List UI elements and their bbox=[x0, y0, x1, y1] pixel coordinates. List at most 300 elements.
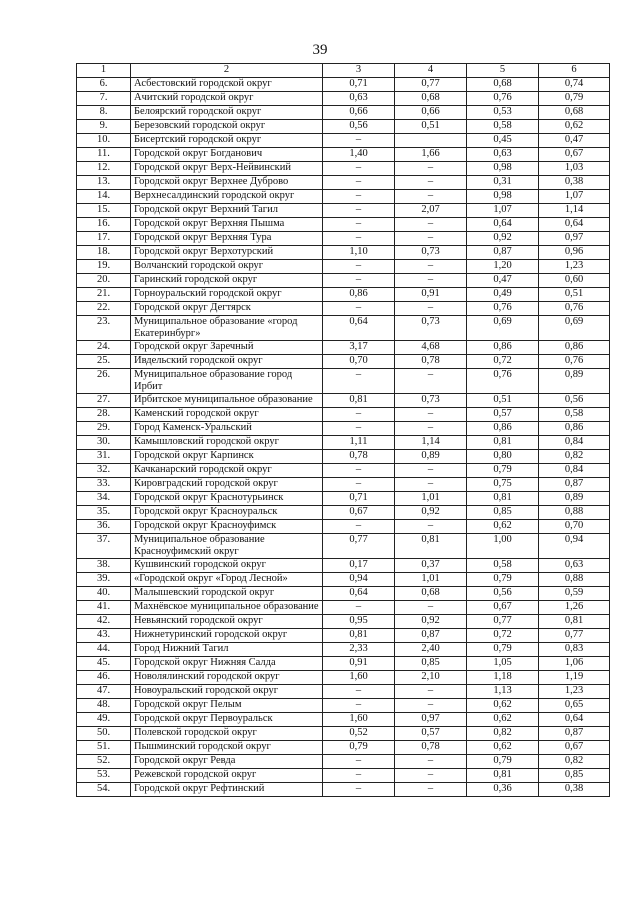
municipality-name: Горноуральский городской округ bbox=[131, 288, 323, 302]
column-header-2: 2 bbox=[131, 64, 323, 78]
table-row bbox=[77, 464, 610, 478]
row-number: 35. bbox=[77, 506, 131, 520]
value-col-4: – bbox=[395, 478, 467, 492]
row-number: 40. bbox=[77, 587, 131, 601]
row-number: 33. bbox=[77, 478, 131, 492]
value-col-6: 0,38 bbox=[539, 176, 610, 190]
value-col-4: 2,10 bbox=[395, 671, 467, 685]
value-col-6: 1,23 bbox=[539, 685, 610, 699]
value-col-3: – bbox=[323, 232, 395, 246]
row-number: 26. bbox=[77, 369, 131, 394]
table-row bbox=[77, 657, 610, 671]
value-col-6: 0,88 bbox=[539, 573, 610, 587]
value-col-3: 0,71 bbox=[323, 492, 395, 506]
row-number: 53. bbox=[77, 769, 131, 783]
value-col-6: 0,82 bbox=[539, 450, 610, 464]
value-col-5: 0,58 bbox=[467, 120, 539, 134]
value-col-6: 0,87 bbox=[539, 727, 610, 741]
value-col-3: – bbox=[323, 134, 395, 148]
municipality-name: Качканарский городской округ bbox=[131, 464, 323, 478]
value-col-6: 0,67 bbox=[539, 741, 610, 755]
row-number: 19. bbox=[77, 260, 131, 274]
table-row bbox=[77, 190, 610, 204]
municipality-name: Городской округ Пелым bbox=[131, 699, 323, 713]
municipality-name: Городской округ Красноуфимск bbox=[131, 520, 323, 534]
value-col-4: 0,51 bbox=[395, 120, 467, 134]
value-col-3: 0,17 bbox=[323, 559, 395, 573]
table-row bbox=[77, 685, 610, 699]
municipality-name: Городской округ Красноуральск bbox=[131, 506, 323, 520]
table-row bbox=[77, 629, 610, 643]
value-col-6: 0,77 bbox=[539, 629, 610, 643]
value-col-5: 0,81 bbox=[467, 492, 539, 506]
column-header-4: 4 bbox=[395, 64, 467, 78]
municipality-name: Новолялинский городской округ bbox=[131, 671, 323, 685]
value-col-5: 0,62 bbox=[467, 741, 539, 755]
value-col-5: 0,62 bbox=[467, 713, 539, 727]
value-col-3: 1,60 bbox=[323, 713, 395, 727]
value-col-4: – bbox=[395, 274, 467, 288]
table-row bbox=[77, 587, 610, 601]
value-col-5: 0,79 bbox=[467, 643, 539, 657]
value-col-3: – bbox=[323, 260, 395, 274]
value-col-4: 0,37 bbox=[395, 559, 467, 573]
value-col-5: 0,81 bbox=[467, 436, 539, 450]
value-col-6: 0,94 bbox=[539, 534, 610, 559]
row-number: 7. bbox=[77, 92, 131, 106]
row-number: 21. bbox=[77, 288, 131, 302]
row-number: 23. bbox=[77, 316, 131, 341]
municipality-name: Городской округ Заречный bbox=[131, 341, 323, 355]
municipality-name: Городской округ Дегтярск bbox=[131, 302, 323, 316]
value-col-3: – bbox=[323, 520, 395, 534]
row-number: 37. bbox=[77, 534, 131, 559]
row-number: 11. bbox=[77, 148, 131, 162]
table-row bbox=[77, 369, 610, 394]
value-col-3: – bbox=[323, 218, 395, 232]
value-col-6: 0,84 bbox=[539, 464, 610, 478]
municipality-name: Городской округ Краснотурьинск bbox=[131, 492, 323, 506]
value-col-3: 1,11 bbox=[323, 436, 395, 450]
table-row bbox=[77, 520, 610, 534]
value-col-3: 0,71 bbox=[323, 78, 395, 92]
table-row bbox=[77, 204, 610, 218]
municipality-name: Муниципальное образование Красноуфимский округ bbox=[131, 534, 323, 559]
table-row bbox=[77, 601, 610, 615]
value-col-3: 1,40 bbox=[323, 148, 395, 162]
table-row bbox=[77, 316, 610, 341]
value-col-6: 0,76 bbox=[539, 355, 610, 369]
value-col-4: 0,89 bbox=[395, 450, 467, 464]
value-col-5: 0,79 bbox=[467, 464, 539, 478]
value-col-5: 0,62 bbox=[467, 520, 539, 534]
value-col-4: – bbox=[395, 755, 467, 769]
municipality-name: Березовский городской округ bbox=[131, 120, 323, 134]
table-row bbox=[77, 783, 610, 797]
value-col-5: 0,72 bbox=[467, 629, 539, 643]
value-col-5: 0,98 bbox=[467, 162, 539, 176]
value-col-5: 0,36 bbox=[467, 783, 539, 797]
value-col-6: 1,07 bbox=[539, 190, 610, 204]
row-number: 22. bbox=[77, 302, 131, 316]
value-col-6: 1,14 bbox=[539, 204, 610, 218]
value-col-4: – bbox=[395, 218, 467, 232]
row-number: 17. bbox=[77, 232, 131, 246]
value-col-4: 0,77 bbox=[395, 78, 467, 92]
value-col-3: 0,81 bbox=[323, 629, 395, 643]
row-number: 54. bbox=[77, 783, 131, 797]
municipality-name: Городской округ Верхнее Дуброво bbox=[131, 176, 323, 190]
municipality-name: Белоярский городской округ bbox=[131, 106, 323, 120]
table-row bbox=[77, 78, 610, 92]
municipality-name: Городской округ Верхняя Пышма bbox=[131, 218, 323, 232]
table-row bbox=[77, 713, 610, 727]
value-col-4: 0,73 bbox=[395, 246, 467, 260]
value-col-4: 2,40 bbox=[395, 643, 467, 657]
value-col-5: 0,92 bbox=[467, 232, 539, 246]
value-col-3: 0,77 bbox=[323, 534, 395, 559]
municipality-name: Кушвинский городской округ bbox=[131, 559, 323, 573]
value-col-3: – bbox=[323, 190, 395, 204]
value-col-5: 0,47 bbox=[467, 274, 539, 288]
municipality-name: Верхнесалдинский городской округ bbox=[131, 190, 323, 204]
municipality-name: Камышловский городской округ bbox=[131, 436, 323, 450]
value-col-5: 0,76 bbox=[467, 369, 539, 394]
value-col-3: – bbox=[323, 601, 395, 615]
value-col-5: 0,86 bbox=[467, 422, 539, 436]
value-col-4: – bbox=[395, 520, 467, 534]
municipality-name: Гаринский городской округ bbox=[131, 274, 323, 288]
table-row bbox=[77, 218, 610, 232]
value-col-3: – bbox=[323, 783, 395, 797]
row-number: 20. bbox=[77, 274, 131, 288]
value-col-3: 0,67 bbox=[323, 506, 395, 520]
municipality-name: Ивдельский городской округ bbox=[131, 355, 323, 369]
row-number: 16. bbox=[77, 218, 131, 232]
value-col-5: 0,85 bbox=[467, 506, 539, 520]
value-col-6: 1,26 bbox=[539, 601, 610, 615]
value-col-4: – bbox=[395, 260, 467, 274]
value-col-4: – bbox=[395, 422, 467, 436]
value-col-4: – bbox=[395, 232, 467, 246]
value-col-6: 1,03 bbox=[539, 162, 610, 176]
value-col-5: 0,51 bbox=[467, 394, 539, 408]
header-row bbox=[77, 64, 610, 78]
value-col-6: 0,62 bbox=[539, 120, 610, 134]
value-col-5: 0,76 bbox=[467, 92, 539, 106]
value-col-5: 0,87 bbox=[467, 246, 539, 260]
value-col-4: 1,14 bbox=[395, 436, 467, 450]
value-col-6: 0,84 bbox=[539, 436, 610, 450]
municipality-name: Ачитский городской округ bbox=[131, 92, 323, 106]
value-col-3: 0,79 bbox=[323, 741, 395, 755]
value-col-3: 1,10 bbox=[323, 246, 395, 260]
row-number: 12. bbox=[77, 162, 131, 176]
value-col-6: 0,59 bbox=[539, 587, 610, 601]
value-col-5: 0,77 bbox=[467, 615, 539, 629]
table-row bbox=[77, 506, 610, 520]
value-col-5: 0,57 bbox=[467, 408, 539, 422]
value-col-4: – bbox=[395, 685, 467, 699]
municipality-name: Городской округ Карпинск bbox=[131, 450, 323, 464]
value-col-3: – bbox=[323, 204, 395, 218]
value-col-3: – bbox=[323, 162, 395, 176]
value-col-5: 1,18 bbox=[467, 671, 539, 685]
value-col-4: 1,01 bbox=[395, 573, 467, 587]
municipality-name: Полевской городской округ bbox=[131, 727, 323, 741]
table-row bbox=[77, 559, 610, 573]
value-col-3: – bbox=[323, 422, 395, 436]
row-number: 42. bbox=[77, 615, 131, 629]
row-number: 10. bbox=[77, 134, 131, 148]
value-col-5: 0,79 bbox=[467, 755, 539, 769]
value-col-3: – bbox=[323, 369, 395, 394]
row-number: 30. bbox=[77, 436, 131, 450]
row-number: 13. bbox=[77, 176, 131, 190]
municipality-name: Городской округ Богданович bbox=[131, 148, 323, 162]
municipality-name: Режевской городской округ bbox=[131, 769, 323, 783]
column-header-1: 1 bbox=[77, 64, 131, 78]
row-number: 52. bbox=[77, 755, 131, 769]
value-col-3: – bbox=[323, 176, 395, 190]
table-row bbox=[77, 120, 610, 134]
table-row bbox=[77, 106, 610, 120]
table-row bbox=[77, 162, 610, 176]
value-col-5: 0,80 bbox=[467, 450, 539, 464]
value-col-6: 0,88 bbox=[539, 506, 610, 520]
table-row bbox=[77, 699, 610, 713]
municipality-name: Городской округ Верхняя Тура bbox=[131, 232, 323, 246]
row-number: 31. bbox=[77, 450, 131, 464]
value-col-5: 0,72 bbox=[467, 355, 539, 369]
row-number: 44. bbox=[77, 643, 131, 657]
value-col-6: 0,89 bbox=[539, 492, 610, 506]
value-col-6: 0,69 bbox=[539, 316, 610, 341]
value-col-5: 0,76 bbox=[467, 302, 539, 316]
municipality-name: Пышминский городской округ bbox=[131, 741, 323, 755]
value-col-4 bbox=[395, 134, 467, 148]
table-row bbox=[77, 534, 610, 559]
value-col-4: 0,87 bbox=[395, 629, 467, 643]
municipality-name: Махнёвское муниципальное образование bbox=[131, 601, 323, 615]
value-col-3: 0,52 bbox=[323, 727, 395, 741]
table-row bbox=[77, 615, 610, 629]
value-col-6: 0,70 bbox=[539, 520, 610, 534]
value-col-6: 0,86 bbox=[539, 341, 610, 355]
value-col-6: 0,60 bbox=[539, 274, 610, 288]
municipality-name: Малышевский городской округ bbox=[131, 587, 323, 601]
value-col-3: 0,86 bbox=[323, 288, 395, 302]
table-row bbox=[77, 260, 610, 274]
value-col-3: – bbox=[323, 408, 395, 422]
municipality-name: Ирбитское муниципальное образование bbox=[131, 394, 323, 408]
value-col-5: 0,82 bbox=[467, 727, 539, 741]
row-number: 27. bbox=[77, 394, 131, 408]
column-header-6: 6 bbox=[539, 64, 610, 78]
data-table bbox=[76, 63, 610, 797]
value-col-5: 0,64 bbox=[467, 218, 539, 232]
value-col-5: 1,05 bbox=[467, 657, 539, 671]
municipality-name: Новоуральский городской округ bbox=[131, 685, 323, 699]
table-row bbox=[77, 134, 610, 148]
value-col-3: 0,56 bbox=[323, 120, 395, 134]
value-col-6: 1,19 bbox=[539, 671, 610, 685]
municipality-name: «Городской округ «Город Лесной» bbox=[131, 573, 323, 587]
value-col-6: 0,96 bbox=[539, 246, 610, 260]
value-col-4: – bbox=[395, 408, 467, 422]
value-col-5: 0,45 bbox=[467, 134, 539, 148]
row-number: 8. bbox=[77, 106, 131, 120]
row-number: 38. bbox=[77, 559, 131, 573]
value-col-5: 0,75 bbox=[467, 478, 539, 492]
value-col-6: 0,51 bbox=[539, 288, 610, 302]
value-col-6: 1,23 bbox=[539, 260, 610, 274]
value-col-4: – bbox=[395, 190, 467, 204]
value-col-3: 1,60 bbox=[323, 671, 395, 685]
table-row bbox=[77, 176, 610, 190]
value-col-3: – bbox=[323, 302, 395, 316]
value-col-3: 0,63 bbox=[323, 92, 395, 106]
table-row bbox=[77, 302, 610, 316]
municipality-name: Невьянский городской округ bbox=[131, 615, 323, 629]
value-col-4: 0,92 bbox=[395, 615, 467, 629]
value-col-6: 0,64 bbox=[539, 713, 610, 727]
row-number: 49. bbox=[77, 713, 131, 727]
value-col-3: – bbox=[323, 755, 395, 769]
value-col-6: 0,68 bbox=[539, 106, 610, 120]
value-col-5: 0,79 bbox=[467, 573, 539, 587]
row-number: 34. bbox=[77, 492, 131, 506]
municipality-name: Городской округ Верх-Нейвинский bbox=[131, 162, 323, 176]
value-col-5: 1,13 bbox=[467, 685, 539, 699]
table-row bbox=[77, 741, 610, 755]
value-col-3: 2,33 bbox=[323, 643, 395, 657]
value-col-3: – bbox=[323, 685, 395, 699]
value-col-4: – bbox=[395, 162, 467, 176]
table-row bbox=[77, 755, 610, 769]
value-col-4: 2,07 bbox=[395, 204, 467, 218]
value-col-5: 1,07 bbox=[467, 204, 539, 218]
value-col-6: 0,87 bbox=[539, 478, 610, 492]
row-number: 28. bbox=[77, 408, 131, 422]
value-col-6: 0,67 bbox=[539, 148, 610, 162]
value-col-4: – bbox=[395, 783, 467, 797]
value-col-4: 0,91 bbox=[395, 288, 467, 302]
municipality-name: Каменский городской округ bbox=[131, 408, 323, 422]
table-row bbox=[77, 92, 610, 106]
value-col-3: 0,94 bbox=[323, 573, 395, 587]
value-col-6: 0,38 bbox=[539, 783, 610, 797]
municipality-name: Нижнетуринский городской округ bbox=[131, 629, 323, 643]
table-row bbox=[77, 769, 610, 783]
value-col-4: 0,68 bbox=[395, 92, 467, 106]
value-col-6: 0,79 bbox=[539, 92, 610, 106]
value-col-3: 0,64 bbox=[323, 587, 395, 601]
value-col-6: 0,81 bbox=[539, 615, 610, 629]
value-col-3: 3,17 bbox=[323, 341, 395, 355]
value-col-5: 0,86 bbox=[467, 341, 539, 355]
value-col-4: – bbox=[395, 464, 467, 478]
table-row bbox=[77, 422, 610, 436]
value-col-4: 4,68 bbox=[395, 341, 467, 355]
value-col-4: – bbox=[395, 769, 467, 783]
table-row bbox=[77, 408, 610, 422]
row-number: 29. bbox=[77, 422, 131, 436]
table-row bbox=[77, 341, 610, 355]
value-col-5: 0,63 bbox=[467, 148, 539, 162]
value-col-5: 0,62 bbox=[467, 699, 539, 713]
row-number: 46. bbox=[77, 671, 131, 685]
value-col-4: 1,66 bbox=[395, 148, 467, 162]
value-col-6: 0,76 bbox=[539, 302, 610, 316]
value-col-3: 0,78 bbox=[323, 450, 395, 464]
municipality-name: Муниципальное образование «город Екатеринбург» bbox=[131, 316, 323, 341]
value-col-4: 0,92 bbox=[395, 506, 467, 520]
row-number: 47. bbox=[77, 685, 131, 699]
value-col-5: 0,31 bbox=[467, 176, 539, 190]
row-number: 6. bbox=[77, 78, 131, 92]
row-number: 51. bbox=[77, 741, 131, 755]
value-col-6: 0,63 bbox=[539, 559, 610, 573]
value-col-6: 0,82 bbox=[539, 755, 610, 769]
row-number: 36. bbox=[77, 520, 131, 534]
value-col-3: 0,70 bbox=[323, 355, 395, 369]
table-row bbox=[77, 671, 610, 685]
value-col-3: 0,64 bbox=[323, 316, 395, 341]
value-col-5: 0,53 bbox=[467, 106, 539, 120]
table-row bbox=[77, 355, 610, 369]
row-number: 9. bbox=[77, 120, 131, 134]
value-col-6: 0,74 bbox=[539, 78, 610, 92]
municipality-name: Асбестовский городской округ bbox=[131, 78, 323, 92]
value-col-6: 0,56 bbox=[539, 394, 610, 408]
value-col-5: 0,56 bbox=[467, 587, 539, 601]
value-col-4: 0,68 bbox=[395, 587, 467, 601]
value-col-4: – bbox=[395, 369, 467, 394]
value-col-6: 0,65 bbox=[539, 699, 610, 713]
row-number: 32. bbox=[77, 464, 131, 478]
value-col-5: 0,68 bbox=[467, 78, 539, 92]
value-col-6: 0,58 bbox=[539, 408, 610, 422]
table-row bbox=[77, 148, 610, 162]
value-col-4: 0,97 bbox=[395, 713, 467, 727]
column-header-5: 5 bbox=[467, 64, 539, 78]
table-row bbox=[77, 232, 610, 246]
table-row bbox=[77, 492, 610, 506]
row-number: 24. bbox=[77, 341, 131, 355]
value-col-4: 1,01 bbox=[395, 492, 467, 506]
value-col-4: – bbox=[395, 302, 467, 316]
municipality-name: Городской округ Ревда bbox=[131, 755, 323, 769]
value-col-4: 0,78 bbox=[395, 355, 467, 369]
table-row bbox=[77, 450, 610, 464]
value-col-3: – bbox=[323, 769, 395, 783]
row-number: 50. bbox=[77, 727, 131, 741]
table-row bbox=[77, 478, 610, 492]
table-row bbox=[77, 246, 610, 260]
value-col-4: 0,78 bbox=[395, 741, 467, 755]
value-col-4: 0,85 bbox=[395, 657, 467, 671]
value-col-5: 0,67 bbox=[467, 601, 539, 615]
table-row bbox=[77, 394, 610, 408]
row-number: 25. bbox=[77, 355, 131, 369]
value-col-3: – bbox=[323, 274, 395, 288]
row-number: 43. bbox=[77, 629, 131, 643]
value-col-3: – bbox=[323, 478, 395, 492]
value-col-5: 0,81 bbox=[467, 769, 539, 783]
value-col-4: – bbox=[395, 176, 467, 190]
row-number: 15. bbox=[77, 204, 131, 218]
